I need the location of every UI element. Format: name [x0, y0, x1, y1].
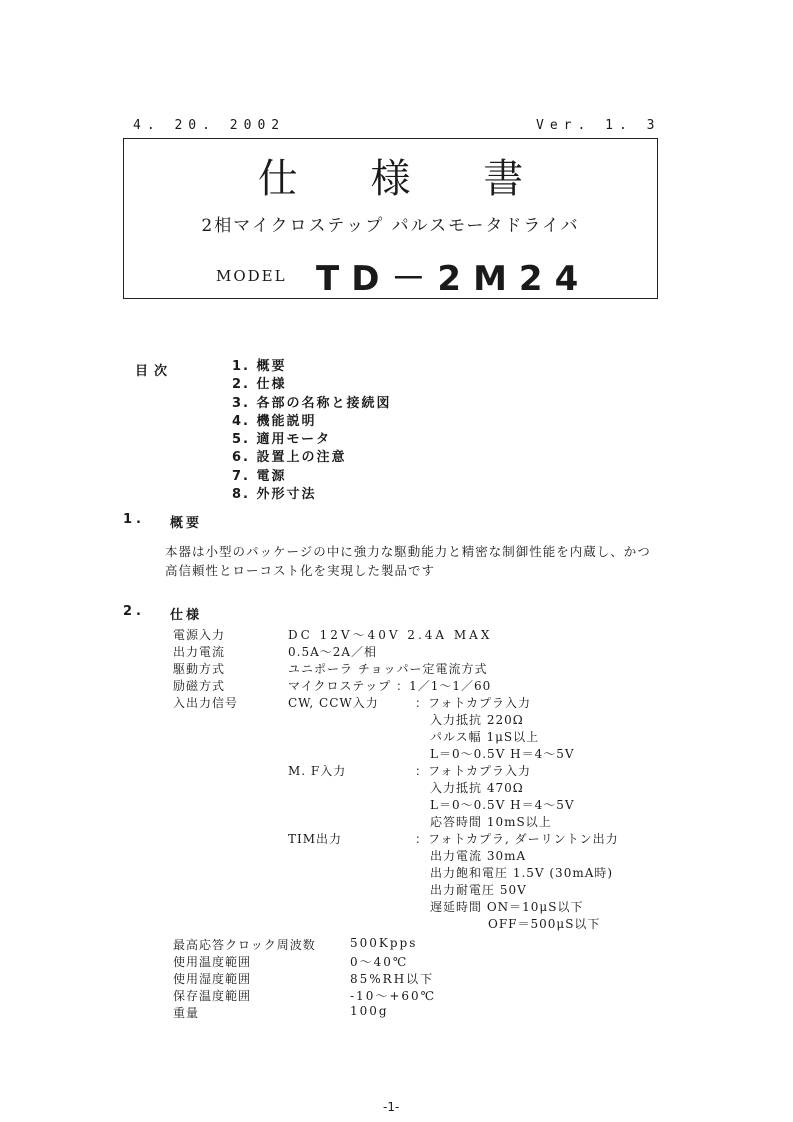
spec-value-operating-temp: 0～40℃ — [350, 955, 409, 969]
io-cw-level: L＝0～0.5V H＝4～5V — [430, 747, 575, 761]
spec-value-excitation: マイクロステップ ：1／1～1／60 — [288, 679, 492, 693]
toc-item: 8. 外形寸法 — [232, 487, 317, 503]
spec-value-max-clock: 500Kpps — [350, 936, 418, 950]
section-1-body — [165, 542, 685, 580]
document-subtitle: 2相マイクロステップ パルスモータドライバ — [201, 216, 580, 236]
section-2-number: 2. — [123, 604, 145, 619]
section-1-title: 概要 — [170, 516, 203, 531]
table-of-contents — [232, 358, 392, 504]
toc-item: 1. 概要 — [232, 359, 287, 374]
spec-value-humidity: 85%RH以下 — [350, 972, 435, 986]
io-cw-pulse-width: パルス幅 1μS以上 — [430, 730, 540, 744]
io-mf-name: M. F入力 — [288, 764, 347, 778]
io-cw-name: CW, CCW入力 — [288, 696, 379, 710]
io-cw-type: ：フォトカプラ入力 — [415, 696, 532, 710]
io-mf-level: L＝0～0.5V H＝4～5V — [430, 798, 575, 812]
spec-label-weight: 重量 — [173, 1006, 200, 1020]
section-2-title: 仕様 — [170, 608, 203, 623]
io-tim-delay-off: OFF＝500μS以下 — [488, 917, 601, 931]
document-date: 4. 20. 2002 — [133, 118, 286, 133]
spec-label-operating-temp: 使用温度範囲 — [173, 955, 252, 969]
spec-label-excitation: 励磁方式 — [173, 679, 226, 693]
io-tim-saturation: 出力飽和電圧 1.5V (30mA時) — [430, 866, 614, 880]
io-tim-name: TIM出力 — [288, 832, 343, 846]
spec-label-humidity: 使用湿度範囲 — [173, 972, 252, 986]
toc-item: 6. 設置上の注意 — [232, 450, 347, 466]
toc-label: 目次 — [135, 364, 174, 379]
toc-item: 4. 機能説明 — [232, 413, 317, 429]
spec-label-power: 電源入力 — [173, 628, 226, 642]
spec-value-power: DC 12V～40V 2.4A MAX — [288, 628, 493, 642]
toc-item: 2. 仕様 — [232, 377, 287, 393]
spec-label-io: 入出力信号 — [173, 696, 239, 710]
io-mf-type: ：フォトカプラ入力 — [415, 764, 532, 778]
io-tim-current: 出力電流 30mA — [430, 849, 527, 863]
io-tim-delay-on: 遅延時間 ON＝10μS以下 — [430, 900, 584, 914]
spec-label-current: 出力電流 — [173, 645, 226, 659]
io-tim-type: ：フォトカプラ, ダーリントン出力 — [415, 832, 619, 846]
document-version: Ver. 1. 3 — [536, 118, 661, 133]
io-mf-resistance: 入力抵抗 470Ω — [430, 781, 524, 795]
spec-value-drive: ユニポーラ チョッパー定電流方式 — [288, 662, 488, 676]
section-1-line-2: 高信頼性とローコスト化を実現した製品です — [165, 563, 436, 578]
title-box — [123, 138, 658, 299]
io-mf-response: 応答時間 10mS以上 — [430, 815, 552, 829]
section-1-number: 1. — [123, 512, 145, 527]
io-cw-resistance: 入力抵抗 220Ω — [430, 713, 524, 727]
spec-value-storage-temp: -10～+60℃ — [350, 989, 437, 1003]
toc-item: 3. 各部の名称と接続図 — [232, 395, 392, 411]
document-title: 仕 様 書 — [257, 156, 554, 202]
io-tim-voltage: 出力耐電圧 50V — [430, 883, 527, 897]
spec-label-max-clock: 最高応答クロック周波数 — [173, 938, 316, 952]
spec-label-drive: 駆動方式 — [173, 662, 226, 676]
spec-value-weight: 100g — [350, 1004, 389, 1018]
section-1-line-1: 本器は小型のパッケージの中に強力な駆動能力と精密な制御性能を内蔵し、かつ — [165, 544, 651, 559]
model-label: MODEL — [216, 267, 287, 285]
spec-label-storage-temp: 保存温度範囲 — [173, 989, 252, 1003]
page-number: -1- — [383, 1100, 400, 1114]
spec-value-current: 0.5A～2A／相 — [288, 645, 378, 659]
toc-item: 7. 電源 — [232, 468, 287, 484]
toc-item: 5. 適用モータ — [232, 432, 331, 448]
model-number: TD－2M24 — [316, 259, 591, 299]
